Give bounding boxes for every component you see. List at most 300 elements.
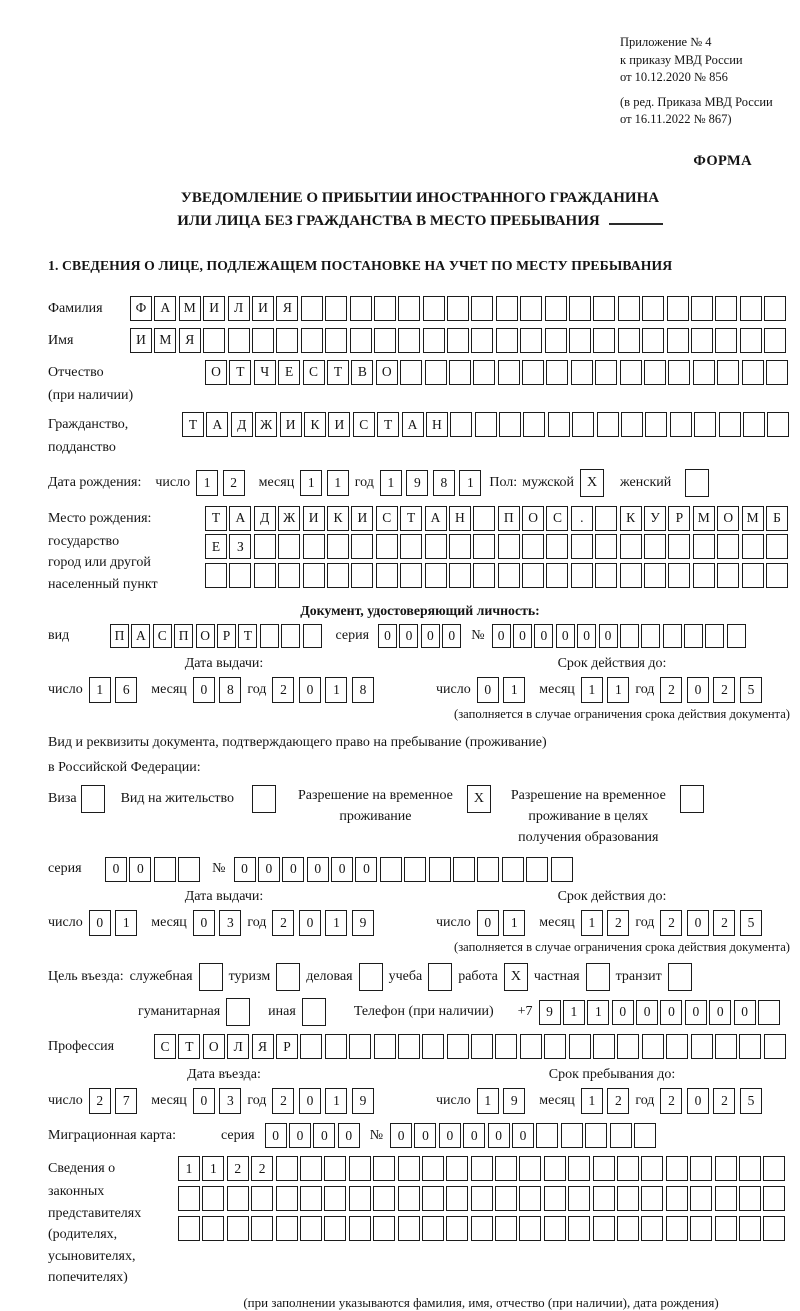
char-cell[interactable] — [617, 1216, 639, 1241]
char-cell[interactable]: 0 — [734, 1000, 756, 1025]
char-cell[interactable]: 0 — [399, 624, 418, 648]
char-cell[interactable] — [763, 1186, 785, 1211]
char-cell[interactable]: Н — [426, 412, 448, 437]
char-cell[interactable]: 0 — [477, 677, 499, 703]
char-cell[interactable] — [327, 563, 349, 588]
char-cell[interactable] — [303, 563, 325, 588]
char-cell[interactable]: 0 — [577, 624, 596, 648]
char-cell[interactable] — [350, 328, 372, 353]
char-cell[interactable] — [495, 1156, 517, 1181]
char-cell[interactable]: 0 — [193, 910, 215, 936]
char-cell[interactable] — [276, 1216, 298, 1241]
char-cell[interactable] — [519, 1186, 541, 1211]
char-cell[interactable]: Ф — [130, 296, 152, 321]
char-cell[interactable] — [278, 563, 300, 588]
char-cell[interactable] — [666, 1034, 688, 1059]
char-cell[interactable]: 1 — [581, 910, 603, 936]
char-cell[interactable] — [276, 328, 298, 353]
char-cell[interactable]: А — [131, 624, 150, 648]
char-cell[interactable] — [691, 328, 713, 353]
char-cell[interactable] — [425, 360, 447, 385]
char-cell[interactable] — [502, 857, 524, 882]
char-cell[interactable] — [691, 1034, 713, 1059]
char-cell[interactable]: . — [571, 506, 593, 531]
char-cell[interactable]: О — [376, 360, 398, 385]
char-cell[interactable] — [398, 1156, 420, 1181]
char-cell[interactable] — [690, 1186, 712, 1211]
char-cell[interactable] — [585, 1123, 607, 1148]
char-cell[interactable]: 1 — [325, 1088, 347, 1114]
char-cell[interactable]: 1 — [503, 910, 525, 936]
char-cell[interactable] — [764, 328, 786, 353]
char-cell[interactable] — [593, 1034, 615, 1059]
char-cell[interactable] — [548, 412, 570, 437]
char-cell[interactable] — [374, 328, 396, 353]
char-cell[interactable] — [526, 857, 548, 882]
char-cell[interactable]: П — [174, 624, 193, 648]
char-cell[interactable] — [202, 1216, 224, 1241]
char-cell[interactable] — [617, 1156, 639, 1181]
char-cell[interactable] — [471, 1186, 493, 1211]
char-cell[interactable] — [693, 534, 715, 559]
char-cell[interactable] — [610, 1123, 632, 1148]
char-cell[interactable]: 0 — [299, 1088, 321, 1114]
char-cell[interactable]: О — [717, 506, 739, 531]
char-cell[interactable] — [642, 328, 664, 353]
char-cell[interactable] — [349, 1034, 371, 1059]
char-cell[interactable] — [571, 534, 593, 559]
char-cell[interactable]: А — [425, 506, 447, 531]
char-cell[interactable] — [763, 1156, 785, 1181]
char-cell[interactable] — [449, 534, 471, 559]
char-cell[interactable] — [374, 1034, 396, 1059]
char-cell[interactable] — [429, 857, 451, 882]
char-cell[interactable]: А — [229, 506, 251, 531]
char-cell[interactable] — [227, 1186, 249, 1211]
char-cell[interactable]: Р — [668, 506, 690, 531]
char-cell[interactable] — [586, 963, 610, 991]
char-cell[interactable] — [423, 296, 445, 321]
char-cell[interactable] — [154, 857, 176, 882]
char-cell[interactable]: Т — [182, 412, 204, 437]
char-cell[interactable]: 0 — [105, 857, 127, 882]
char-cell[interactable] — [471, 1034, 493, 1059]
char-cell[interactable] — [593, 1156, 615, 1181]
char-cell[interactable] — [571, 360, 593, 385]
char-cell[interactable]: М — [154, 328, 176, 353]
char-cell[interactable] — [495, 1034, 517, 1059]
char-cell[interactable] — [715, 328, 737, 353]
char-cell[interactable] — [496, 328, 518, 353]
char-cell[interactable] — [546, 534, 568, 559]
char-cell[interactable] — [473, 506, 495, 531]
char-cell[interactable]: 0 — [513, 624, 532, 648]
char-cell[interactable] — [495, 1216, 517, 1241]
char-cell[interactable] — [202, 1186, 224, 1211]
char-cell[interactable] — [685, 469, 709, 497]
char-cell[interactable] — [373, 1186, 395, 1211]
char-cell[interactable]: 0 — [687, 910, 709, 936]
char-cell[interactable] — [447, 1034, 469, 1059]
char-cell[interactable] — [691, 296, 713, 321]
char-cell[interactable] — [422, 1186, 444, 1211]
char-cell[interactable]: 0 — [307, 857, 329, 882]
char-cell[interactable]: 0 — [331, 857, 353, 882]
char-cell[interactable] — [641, 1156, 663, 1181]
char-cell[interactable]: И — [252, 296, 274, 321]
char-cell[interactable] — [398, 1034, 420, 1059]
char-cell[interactable] — [300, 1034, 322, 1059]
char-cell[interactable] — [278, 534, 300, 559]
char-cell[interactable] — [663, 624, 682, 648]
char-cell[interactable] — [276, 963, 300, 991]
char-cell[interactable] — [423, 328, 445, 353]
char-cell[interactable] — [620, 534, 642, 559]
char-cell[interactable] — [301, 328, 323, 353]
char-cell[interactable] — [766, 534, 788, 559]
char-cell[interactable]: Т — [327, 360, 349, 385]
char-cell[interactable]: 0 — [477, 910, 499, 936]
char-cell[interactable] — [684, 624, 703, 648]
char-cell[interactable] — [520, 296, 542, 321]
char-cell[interactable]: Т — [238, 624, 257, 648]
char-cell[interactable]: 0 — [492, 624, 511, 648]
char-cell[interactable] — [178, 857, 200, 882]
char-cell[interactable] — [764, 296, 786, 321]
char-cell[interactable] — [569, 296, 591, 321]
char-cell[interactable] — [351, 563, 373, 588]
char-cell[interactable]: П — [498, 506, 520, 531]
char-cell[interactable] — [717, 563, 739, 588]
char-cell[interactable]: Ж — [278, 506, 300, 531]
char-cell[interactable] — [447, 328, 469, 353]
char-cell[interactable]: 0 — [687, 1088, 709, 1114]
char-cell[interactable]: 2 — [227, 1156, 249, 1181]
char-cell[interactable] — [766, 360, 788, 385]
char-cell[interactable] — [618, 328, 640, 353]
char-cell[interactable] — [742, 534, 764, 559]
char-cell[interactable] — [428, 963, 452, 991]
char-cell[interactable] — [719, 412, 741, 437]
char-cell[interactable] — [620, 360, 642, 385]
char-cell[interactable]: X — [504, 963, 528, 991]
char-cell[interactable]: Л — [227, 1034, 249, 1059]
char-cell[interactable]: 0 — [534, 624, 553, 648]
char-cell[interactable]: 1 — [327, 470, 349, 496]
char-cell[interactable]: И — [328, 412, 350, 437]
char-cell[interactable] — [617, 1186, 639, 1211]
char-cell[interactable]: 0 — [89, 910, 111, 936]
char-cell[interactable]: 1 — [459, 470, 481, 496]
char-cell[interactable]: Р — [217, 624, 236, 648]
char-cell[interactable] — [667, 296, 689, 321]
char-cell[interactable] — [593, 1186, 615, 1211]
char-cell[interactable]: 2 — [89, 1088, 111, 1114]
char-cell[interactable]: К — [304, 412, 326, 437]
char-cell[interactable] — [374, 296, 396, 321]
char-cell[interactable]: Я — [276, 296, 298, 321]
char-cell[interactable] — [727, 624, 746, 648]
char-cell[interactable] — [764, 1034, 786, 1059]
char-cell[interactable]: Т — [229, 360, 251, 385]
char-cell[interactable] — [536, 1123, 558, 1148]
char-cell[interactable]: 0 — [414, 1123, 436, 1148]
char-cell[interactable] — [715, 1186, 737, 1211]
char-cell[interactable] — [422, 1216, 444, 1241]
char-cell[interactable] — [595, 563, 617, 588]
char-cell[interactable] — [471, 1216, 493, 1241]
char-cell[interactable] — [690, 1156, 712, 1181]
char-cell[interactable] — [666, 1186, 688, 1211]
char-cell[interactable]: 0 — [488, 1123, 510, 1148]
char-cell[interactable]: С — [154, 1034, 176, 1059]
char-cell[interactable]: 0 — [193, 677, 215, 703]
char-cell[interactable] — [739, 1186, 761, 1211]
char-cell[interactable] — [349, 1216, 371, 1241]
char-cell[interactable]: В — [351, 360, 373, 385]
char-cell[interactable]: 3 — [219, 910, 241, 936]
char-cell[interactable] — [668, 563, 690, 588]
char-cell[interactable]: 0 — [289, 1123, 311, 1148]
char-cell[interactable]: О — [522, 506, 544, 531]
char-cell[interactable] — [561, 1123, 583, 1148]
char-cell[interactable] — [568, 1186, 590, 1211]
char-cell[interactable] — [642, 296, 664, 321]
char-cell[interactable] — [593, 328, 615, 353]
char-cell[interactable]: 0 — [299, 910, 321, 936]
char-cell[interactable] — [477, 857, 499, 882]
char-cell[interactable] — [546, 360, 568, 385]
char-cell[interactable]: С — [353, 412, 375, 437]
char-cell[interactable] — [715, 1034, 737, 1059]
char-cell[interactable]: И — [280, 412, 302, 437]
char-cell[interactable] — [742, 563, 764, 588]
char-cell[interactable] — [227, 1216, 249, 1241]
char-cell[interactable] — [398, 1186, 420, 1211]
char-cell[interactable] — [446, 1156, 468, 1181]
char-cell[interactable]: 0 — [355, 857, 377, 882]
char-cell[interactable] — [281, 624, 300, 648]
char-cell[interactable] — [668, 534, 690, 559]
char-cell[interactable] — [522, 534, 544, 559]
char-cell[interactable] — [763, 1216, 785, 1241]
char-cell[interactable]: 9 — [503, 1088, 525, 1114]
char-cell[interactable]: 1 — [477, 1088, 499, 1114]
char-cell[interactable] — [595, 506, 617, 531]
char-cell[interactable]: 2 — [713, 1088, 735, 1114]
char-cell[interactable]: 0 — [556, 624, 575, 648]
char-cell[interactable]: 1 — [89, 677, 111, 703]
char-cell[interactable] — [398, 328, 420, 353]
char-cell[interactable] — [522, 360, 544, 385]
char-cell[interactable] — [398, 296, 420, 321]
char-cell[interactable]: 6 — [115, 677, 137, 703]
char-cell[interactable] — [449, 360, 471, 385]
char-cell[interactable] — [425, 563, 447, 588]
char-cell[interactable] — [252, 328, 274, 353]
char-cell[interactable] — [544, 1156, 566, 1181]
char-cell[interactable] — [551, 857, 573, 882]
char-cell[interactable] — [324, 1156, 346, 1181]
char-cell[interactable]: 8 — [219, 677, 241, 703]
char-cell[interactable]: 0 — [299, 677, 321, 703]
char-cell[interactable]: Е — [278, 360, 300, 385]
char-cell[interactable] — [325, 296, 347, 321]
char-cell[interactable]: 1 — [607, 677, 629, 703]
char-cell[interactable] — [495, 1186, 517, 1211]
char-cell[interactable] — [302, 998, 326, 1026]
char-cell[interactable] — [693, 360, 715, 385]
char-cell[interactable] — [519, 1216, 541, 1241]
char-cell[interactable] — [380, 857, 402, 882]
char-cell[interactable] — [471, 1156, 493, 1181]
char-cell[interactable]: 2 — [272, 677, 294, 703]
char-cell[interactable] — [453, 857, 475, 882]
char-cell[interactable] — [446, 1216, 468, 1241]
char-cell[interactable]: К — [620, 506, 642, 531]
char-cell[interactable]: 1 — [563, 1000, 585, 1025]
char-cell[interactable] — [715, 1156, 737, 1181]
char-cell[interactable] — [666, 1156, 688, 1181]
char-cell[interactable] — [593, 1216, 615, 1241]
char-cell[interactable] — [251, 1216, 273, 1241]
char-cell[interactable]: А — [402, 412, 424, 437]
char-cell[interactable]: 0 — [258, 857, 280, 882]
char-cell[interactable] — [301, 296, 323, 321]
char-cell[interactable]: 0 — [421, 624, 440, 648]
char-cell[interactable]: С — [303, 360, 325, 385]
char-cell[interactable] — [473, 563, 495, 588]
char-cell[interactable]: 0 — [687, 677, 709, 703]
char-cell[interactable] — [251, 1186, 273, 1211]
char-cell[interactable] — [617, 1034, 639, 1059]
char-cell[interactable] — [766, 563, 788, 588]
char-cell[interactable] — [717, 360, 739, 385]
char-cell[interactable] — [226, 998, 250, 1026]
char-cell[interactable]: 2 — [660, 910, 682, 936]
char-cell[interactable]: С — [153, 624, 172, 648]
char-cell[interactable]: О — [196, 624, 215, 648]
char-cell[interactable] — [228, 328, 250, 353]
char-cell[interactable] — [473, 534, 495, 559]
char-cell[interactable] — [621, 412, 643, 437]
char-cell[interactable]: О — [203, 1034, 225, 1059]
char-cell[interactable]: 9 — [352, 1088, 374, 1114]
char-cell[interactable]: 0 — [439, 1123, 461, 1148]
char-cell[interactable] — [519, 1156, 541, 1181]
char-cell[interactable]: Т — [205, 506, 227, 531]
char-cell[interactable]: 1 — [587, 1000, 609, 1025]
char-cell[interactable]: М — [742, 506, 764, 531]
char-cell[interactable] — [739, 1034, 761, 1059]
char-cell[interactable] — [523, 412, 545, 437]
char-cell[interactable]: М — [693, 506, 715, 531]
char-cell[interactable] — [300, 1156, 322, 1181]
char-cell[interactable]: 0 — [265, 1123, 287, 1148]
char-cell[interactable]: 1 — [380, 470, 402, 496]
char-cell[interactable]: 1 — [581, 677, 603, 703]
char-cell[interactable] — [350, 296, 372, 321]
char-cell[interactable]: С — [376, 506, 398, 531]
char-cell[interactable] — [715, 296, 737, 321]
char-cell[interactable] — [276, 1186, 298, 1211]
char-cell[interactable]: 2 — [272, 1088, 294, 1114]
char-cell[interactable] — [520, 328, 542, 353]
char-cell[interactable] — [569, 1034, 591, 1059]
char-cell[interactable] — [400, 534, 422, 559]
char-cell[interactable]: 1 — [300, 470, 322, 496]
char-cell[interactable] — [620, 563, 642, 588]
char-cell[interactable] — [349, 1186, 371, 1211]
char-cell[interactable]: 1 — [178, 1156, 200, 1181]
char-cell[interactable] — [670, 412, 692, 437]
char-cell[interactable] — [300, 1216, 322, 1241]
char-cell[interactable] — [645, 412, 667, 437]
char-cell[interactable]: 2 — [713, 677, 735, 703]
char-cell[interactable]: 0 — [685, 1000, 707, 1025]
char-cell[interactable] — [376, 534, 398, 559]
char-cell[interactable] — [276, 1156, 298, 1181]
char-cell[interactable]: 7 — [115, 1088, 137, 1114]
char-cell[interactable]: П — [110, 624, 129, 648]
char-cell[interactable]: Я — [252, 1034, 274, 1059]
char-cell[interactable] — [667, 328, 689, 353]
char-cell[interactable] — [325, 1034, 347, 1059]
char-cell[interactable] — [641, 624, 660, 648]
char-cell[interactable]: 0 — [282, 857, 304, 882]
char-cell[interactable]: 0 — [463, 1123, 485, 1148]
char-cell[interactable] — [324, 1186, 346, 1211]
char-cell[interactable] — [446, 1186, 468, 1211]
char-cell[interactable] — [546, 563, 568, 588]
char-cell[interactable] — [449, 563, 471, 588]
char-cell[interactable]: 2 — [713, 910, 735, 936]
char-cell[interactable]: 0 — [338, 1123, 360, 1148]
char-cell[interactable]: 2 — [251, 1156, 273, 1181]
char-cell[interactable] — [620, 624, 639, 648]
char-cell[interactable]: 3 — [219, 1088, 241, 1114]
char-cell[interactable]: И — [130, 328, 152, 353]
char-cell[interactable] — [739, 1216, 761, 1241]
char-cell[interactable]: 0 — [599, 624, 618, 648]
char-cell[interactable] — [400, 563, 422, 588]
char-cell[interactable] — [544, 1186, 566, 1211]
char-cell[interactable] — [644, 360, 666, 385]
char-cell[interactable] — [373, 1216, 395, 1241]
char-cell[interactable] — [705, 624, 724, 648]
char-cell[interactable]: 5 — [740, 677, 762, 703]
char-cell[interactable] — [690, 1216, 712, 1241]
char-cell[interactable] — [475, 412, 497, 437]
char-cell[interactable] — [229, 563, 251, 588]
char-cell[interactable]: 1 — [325, 677, 347, 703]
char-cell[interactable] — [373, 1156, 395, 1181]
char-cell[interactable]: 1 — [202, 1156, 224, 1181]
char-cell[interactable]: X — [467, 785, 491, 813]
char-cell[interactable] — [498, 534, 520, 559]
char-cell[interactable]: Д — [231, 412, 253, 437]
char-cell[interactable] — [668, 360, 690, 385]
char-cell[interactable]: К — [327, 506, 349, 531]
char-cell[interactable]: Ж — [255, 412, 277, 437]
char-cell[interactable]: Т — [400, 506, 422, 531]
char-cell[interactable] — [618, 296, 640, 321]
char-cell[interactable]: 5 — [740, 910, 762, 936]
char-cell[interactable]: 0 — [193, 1088, 215, 1114]
char-cell[interactable]: X — [580, 469, 604, 497]
char-cell[interactable]: 2 — [660, 677, 682, 703]
char-cell[interactable]: 0 — [612, 1000, 634, 1025]
